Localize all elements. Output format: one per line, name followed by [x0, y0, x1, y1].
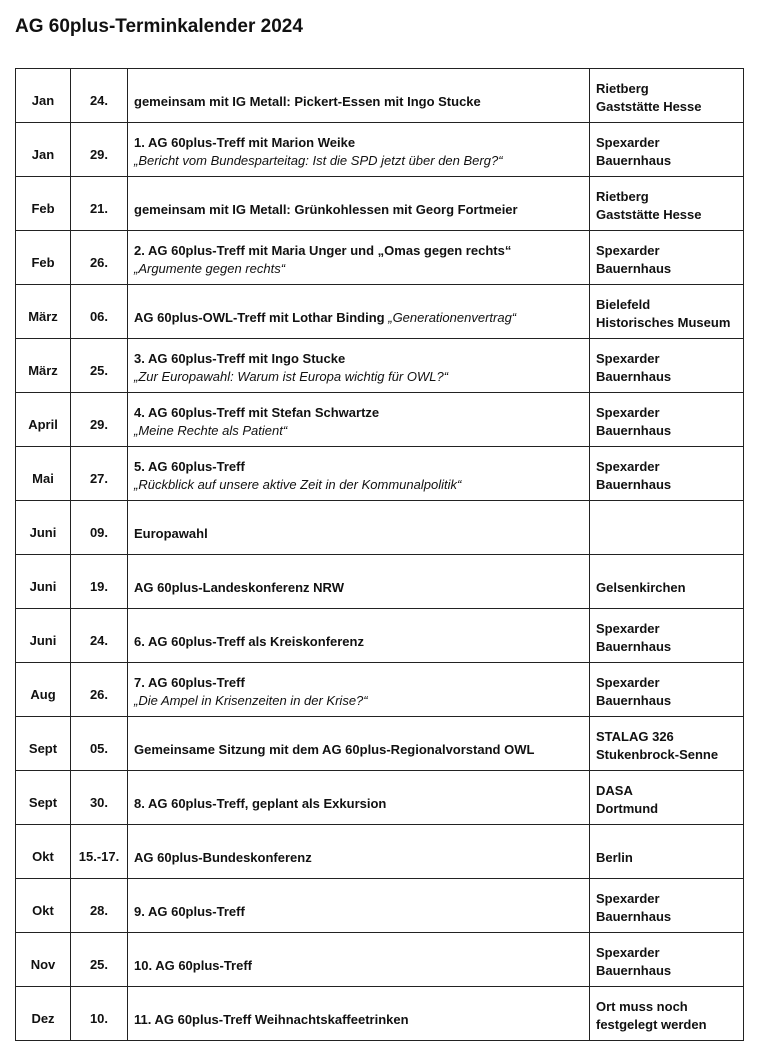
event-title — [134, 399, 589, 422]
event-title — [134, 129, 589, 152]
event-cell — [128, 879, 590, 933]
event-title — [134, 891, 589, 921]
event-cell — [128, 663, 590, 717]
location-line-1: Spexarder — [596, 944, 660, 960]
location-line-1: Rietberg — [596, 188, 649, 204]
event-title — [134, 237, 589, 260]
location-line-2: Gaststätte Hesse — [596, 206, 702, 222]
location-cell — [590, 663, 744, 717]
event-title — [134, 189, 589, 219]
day-cell: 26. — [71, 231, 128, 285]
month-cell: Feb — [16, 177, 71, 231]
location-line-2: Bauernhaus — [596, 422, 672, 438]
event-title-text: 9. AG 60plus-Treff — [134, 903, 245, 919]
location-cell — [590, 933, 744, 987]
table-row — [16, 987, 744, 1041]
location-cell — [590, 825, 744, 879]
table-row — [16, 555, 744, 609]
location-line-1: Spexarder — [596, 350, 660, 366]
event-cell — [128, 933, 590, 987]
location-line-1: Spexarder — [596, 134, 660, 150]
location-cell — [590, 609, 744, 663]
location-cell — [590, 285, 744, 339]
location-line-2: Historisches Museum — [596, 314, 731, 330]
month-cell: Mai — [16, 447, 71, 501]
location-cell — [590, 501, 744, 555]
month-cell: Nov — [16, 933, 71, 987]
table-row — [16, 447, 744, 501]
event-title — [134, 729, 589, 759]
event-cell — [128, 285, 590, 339]
month-cell: April — [16, 393, 71, 447]
day-cell: 27. — [71, 447, 128, 501]
event-cell — [128, 771, 590, 825]
location-line-1: Spexarder — [596, 242, 660, 258]
table-row — [16, 285, 744, 339]
table-row — [16, 393, 744, 447]
location-line-1: Gelsenkirchen — [596, 579, 686, 595]
location-cell — [590, 339, 744, 393]
event-title — [134, 837, 589, 867]
day-cell: 28. — [71, 879, 128, 933]
event-title — [134, 669, 589, 692]
event-cell — [128, 339, 590, 393]
event-title-text: AG 60plus-OWL-Treff mit Lothar Binding — [134, 309, 385, 325]
month-cell: März — [16, 339, 71, 393]
location-cell — [590, 555, 744, 609]
day-cell: 21. — [71, 177, 128, 231]
table-row — [16, 339, 744, 393]
month-cell: Jan — [16, 69, 71, 123]
event-cell — [128, 555, 590, 609]
month-cell: Okt — [16, 825, 71, 879]
month-cell: Sept — [16, 717, 71, 771]
location-line-2: Bauernhaus — [596, 368, 672, 384]
location-line-2: festgelegt werden — [596, 1016, 707, 1032]
location-cell — [590, 879, 744, 933]
event-title — [134, 999, 589, 1029]
location-line-1: STALAG 326 — [596, 728, 674, 744]
day-cell: 24. — [71, 609, 128, 663]
location-line-1: Ort muss noch — [596, 998, 688, 1014]
event-cell — [128, 609, 590, 663]
location-line-1: Spexarder — [596, 404, 660, 420]
event-cell — [128, 825, 590, 879]
event-subtitle: „Rückblick auf unsere aktive Zeit in der Kommunalpolitik“ — [134, 477, 462, 492]
location-cell — [590, 447, 744, 501]
calendar-table — [15, 68, 744, 1041]
location-line-1: Rietberg — [596, 80, 649, 96]
table-row — [16, 609, 744, 663]
event-title — [134, 567, 589, 597]
location-line-1 — [596, 522, 743, 534]
location-cell — [590, 393, 744, 447]
month-cell: Juni — [16, 609, 71, 663]
location-line-2: Bauernhaus — [596, 260, 672, 276]
location-cell — [590, 231, 744, 285]
event-title — [134, 297, 589, 327]
day-cell: 25. — [71, 339, 128, 393]
month-cell: Sept — [16, 771, 71, 825]
event-title — [134, 783, 589, 813]
day-cell: 19. — [71, 555, 128, 609]
location-cell — [590, 123, 744, 177]
location-line-2: Bauernhaus — [596, 908, 672, 924]
event-title-text: gemeinsam mit IG Metall: Pickert-Essen mit Ingo Stucke — [134, 93, 481, 109]
table-row — [16, 825, 744, 879]
page-title: AG 60plus-Terminkalender 2024 — [15, 16, 303, 37]
location-line-1: Berlin — [596, 849, 633, 865]
month-cell: Jan — [16, 123, 71, 177]
location-line-1: Bielefeld — [596, 296, 651, 312]
event-title-text: Gemeinsame Sitzung mit dem AG 60plus-Regionalvorstand OWL — [134, 741, 535, 757]
location-line-2: Bauernhaus — [596, 152, 672, 168]
day-cell: 15.-17. — [71, 825, 128, 879]
location-line-2: Dortmund — [596, 800, 659, 816]
location-line-1: DASA — [596, 782, 633, 798]
location-line-2: Bauernhaus — [596, 476, 672, 492]
event-title-text: 1. AG 60plus-Treff mit Marion Weike — [134, 135, 356, 150]
event-subtitle: „Bericht vom Bundesparteitag: Ist die SPD jetzt über den Berg?“ — [134, 153, 503, 168]
event-title-text: 4. AG 60plus-Treff mit Stefan Schwartze — [134, 405, 380, 420]
event-subtitle: „Zur Europawahl: Warum ist Europa wichtig für OWL?“ — [134, 369, 449, 384]
location-cell — [590, 69, 744, 123]
event-title-text: Europawahl — [134, 525, 208, 541]
event-title-text: 3. AG 60plus-Treff mit Ingo Stucke — [134, 351, 346, 366]
location-line-1: Spexarder — [596, 674, 660, 690]
table-row — [16, 69, 744, 123]
day-cell: 10. — [71, 987, 128, 1041]
table-row — [16, 177, 744, 231]
event-title-text: 2. AG 60plus-Treff mit Maria Unger und „Omas gegen rechts“ — [134, 243, 512, 258]
day-cell: 29. — [71, 123, 128, 177]
day-cell: 24. — [71, 69, 128, 123]
event-title — [134, 945, 589, 975]
location-cell — [590, 771, 744, 825]
location-line-2: Stukenbrock-Senne — [596, 746, 719, 762]
table-row — [16, 717, 744, 771]
event-quote: „Generationenvertrag“ — [388, 309, 517, 325]
month-cell: März — [16, 285, 71, 339]
event-cell — [128, 177, 590, 231]
location-line-2: Gaststätte Hesse — [596, 98, 702, 114]
location-cell — [590, 717, 744, 771]
event-cell — [128, 393, 590, 447]
day-cell: 05. — [71, 717, 128, 771]
month-cell: Feb — [16, 231, 71, 285]
event-cell — [128, 231, 590, 285]
table-row — [16, 771, 744, 825]
location-cell — [590, 987, 744, 1041]
day-cell: 06. — [71, 285, 128, 339]
event-title-text: 8. AG 60plus-Treff, geplant als Exkursion — [134, 795, 387, 811]
event-cell — [128, 987, 590, 1041]
event-title — [134, 345, 589, 368]
month-cell: Juni — [16, 555, 71, 609]
event-title-text: gemeinsam mit IG Metall: Grünkohlessen mit Georg Fortmeier — [134, 201, 518, 217]
location-line-2: Bauernhaus — [596, 692, 672, 708]
event-title-text: 6. AG 60plus-Treff als Kreiskonferenz — [134, 633, 364, 649]
event-subtitle: „Argumente gegen rechts“ — [134, 261, 286, 276]
month-cell: Dez — [16, 987, 71, 1041]
location-line-2: Bauernhaus — [596, 962, 672, 978]
table-row — [16, 501, 744, 555]
table-row — [16, 231, 744, 285]
event-title-text: AG 60plus-Bundeskonferenz — [134, 849, 312, 865]
event-title — [134, 453, 589, 476]
day-cell: 25. — [71, 933, 128, 987]
day-cell: 26. — [71, 663, 128, 717]
event-title — [134, 81, 589, 111]
month-cell: Okt — [16, 879, 71, 933]
table-row — [16, 879, 744, 933]
month-cell: Aug — [16, 663, 71, 717]
event-title-text: 7. AG 60plus-Treff — [134, 675, 245, 690]
location-line-1: Spexarder — [596, 890, 660, 906]
event-cell — [128, 69, 590, 123]
event-cell — [128, 123, 590, 177]
location-line-2: Bauernhaus — [596, 638, 672, 654]
day-cell: 30. — [71, 771, 128, 825]
event-title-text: 11. AG 60plus-Treff Weihnachtskaffeetrinken — [134, 1011, 409, 1027]
event-cell — [128, 501, 590, 555]
event-title — [134, 621, 589, 651]
event-cell — [128, 717, 590, 771]
event-title — [134, 513, 589, 543]
table-row — [16, 933, 744, 987]
event-cell — [128, 447, 590, 501]
event-title-text: 5. AG 60plus-Treff — [134, 459, 245, 474]
location-line-1: Spexarder — [596, 620, 660, 636]
day-cell: 29. — [71, 393, 128, 447]
month-cell: Juni — [16, 501, 71, 555]
event-subtitle: „Meine Rechte als Patient“ — [134, 423, 288, 438]
event-title-text: 10. AG 60plus-Treff — [134, 957, 252, 973]
table-row — [16, 123, 744, 177]
event-subtitle: „Die Ampel in Krisenzeiten in der Krise?“ — [134, 693, 368, 708]
location-cell — [590, 177, 744, 231]
table-row — [16, 663, 744, 717]
day-cell: 09. — [71, 501, 128, 555]
location-line-1: Spexarder — [596, 458, 660, 474]
event-title-text: AG 60plus-Landeskonferenz NRW — [134, 579, 344, 595]
